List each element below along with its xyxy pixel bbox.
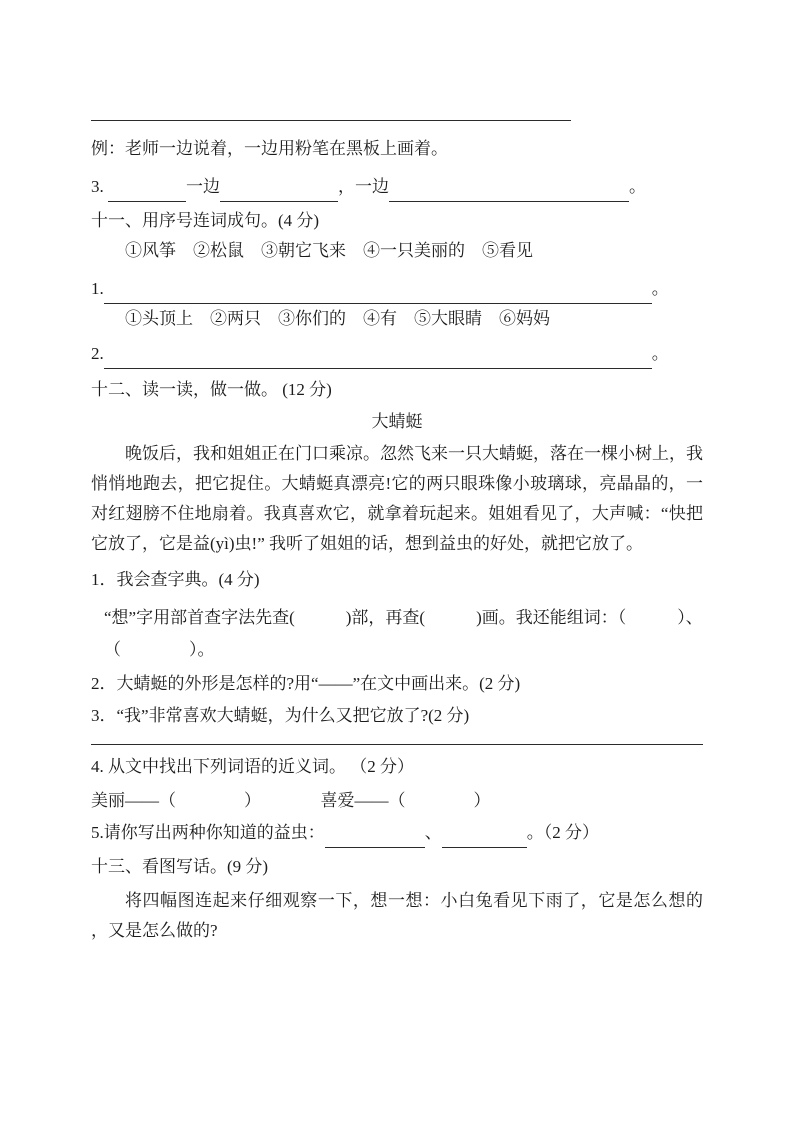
- section-12-question-1-detail-2: （ ）。: [104, 640, 215, 659]
- section-12-heading: 十二、读一读，做一做。 (12 分): [91, 380, 332, 399]
- score-note: 。（2 分）: [526, 823, 599, 842]
- item-number: 1.: [91, 279, 104, 298]
- reading-passage: 晚饭后，我和姐姐正在门口乘凉。忽然飞来一只大蜻蜓，落在一棵小树上，我悄悄地跑去，把它捉住。大蜻蜓真漂亮!它的两只眼珠像小玻璃球，亮晶晶的，一对红翅膀不住地扇着。我真喜欢它，就拿着玩起来。姐姐看见了，大声喊：“快把它放了，它是益(yì)虫!” 我听了姐姐的话，想到益虫的好处，就把它放了。: [91, 444, 703, 553]
- section-12-question-2: 2．大蜻蜓的外形是怎样的?用“——”在文中画出来。(2 分): [91, 674, 521, 693]
- section-13-instruction: 将四幅图连起来仔细观察一下，想一想：小白兔看见下雨了，它是怎么想的 ，又是怎么做的?: [91, 891, 703, 940]
- section-11-item-1: [91, 274, 703, 304]
- answer-blank: [389, 184, 629, 202]
- fill-blank-item-3: [91, 172, 703, 202]
- section-divider-line: [91, 744, 703, 745]
- section-12-question-1: 1．我会查字典。(4 分): [91, 570, 260, 589]
- answer-blank: [325, 830, 425, 848]
- answer-blank: [442, 830, 527, 848]
- section-13-heading: 十三、看图写话。(9 分): [91, 857, 269, 876]
- example-sentence: 例：老师一边说着，一边用粉笔在黑板上画着。: [91, 139, 448, 158]
- item-number: 2.: [91, 344, 104, 363]
- period: 。: [651, 344, 669, 363]
- previous-answer-line: [91, 120, 571, 121]
- section-12-question-3: 3．“我”非常喜欢大蜻蜓，为什么又把它放了?(2 分): [91, 706, 470, 725]
- answer-blank: [108, 184, 186, 202]
- period: 。: [651, 279, 669, 298]
- period: 。: [629, 177, 646, 196]
- section-11-item-2: [91, 339, 703, 369]
- answer-blank: [104, 286, 652, 304]
- item-number: 3.: [91, 177, 104, 196]
- separator: 、: [424, 823, 442, 842]
- connector-text: 一边: [186, 177, 220, 196]
- section-11-heading: 十一、用序号连词成句。(4 分): [91, 211, 320, 230]
- question-5-text: 5.请你写出两种你知道的益虫：: [91, 823, 325, 842]
- section-12-question-1-detail: “想”字用部首查字法先查( )部，再查( )画。我还能组词：（ ）、: [104, 608, 703, 627]
- section-12-question-5: [91, 818, 703, 848]
- section-11-word-list-2: ①头顶上 ②两只 ③你们的 ④有 ⑤大眼睛 ⑥妈妈: [125, 309, 550, 328]
- section-11-word-list-1: ①风筝 ②松鼠 ③朝它飞来 ④一只美丽的 ⑤看见: [125, 241, 533, 260]
- section-12-question-4: 4. 从文中找出下列词语的近义词。 （2 分）: [91, 757, 414, 776]
- answer-blank: [220, 184, 338, 202]
- passage-title: 大蜻蜓: [371, 412, 423, 431]
- answer-blank: [104, 351, 652, 369]
- section-12-question-4-pairs: 美丽——（ ） 喜爱——（ ）: [91, 791, 491, 810]
- connector-text: ，一边: [338, 177, 389, 196]
